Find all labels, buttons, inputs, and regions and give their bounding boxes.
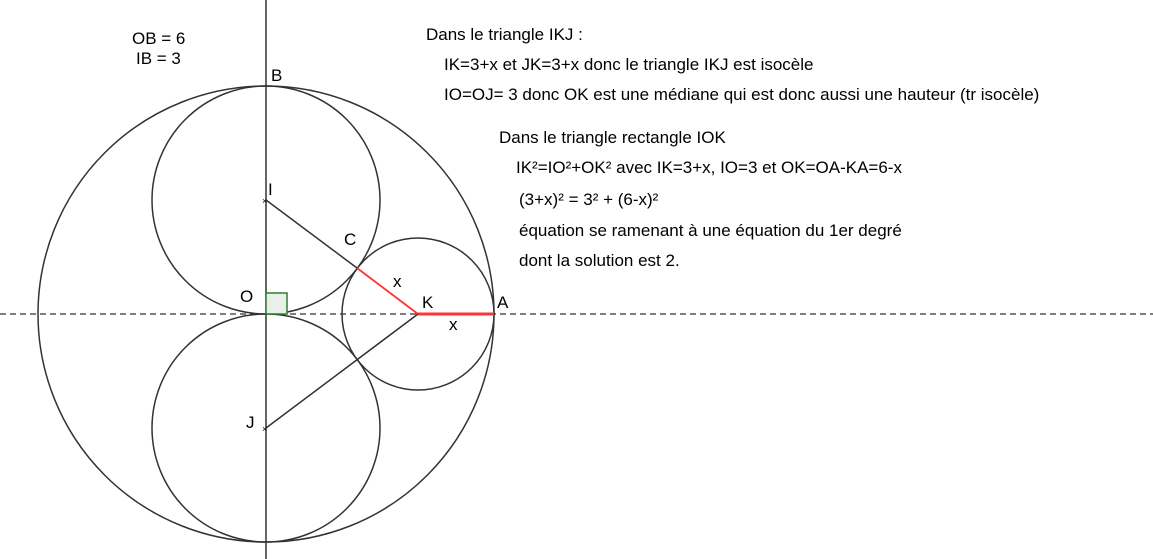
point-label-i: I: [268, 180, 273, 199]
point-label-b: B: [271, 66, 283, 85]
block1-line2: IO=OJ= 3 donc OK est une médiane qui est donc aussi une hauteur (tr isocèle): [444, 85, 1040, 104]
marker-j: ×: [262, 424, 268, 434]
point-label-a: A: [497, 293, 509, 312]
point-label-j: J: [246, 413, 255, 432]
segment-label-x-ka: x: [449, 315, 458, 334]
marker-i: ×: [262, 196, 268, 206]
given-ob: OB = 6: [132, 29, 186, 48]
block1-line1: IK=3+x et JK=3+x donc le triangle IKJ est isocèle: [444, 55, 814, 74]
block2-line1: IK²=IO²+OK² avec IK=3+x, IO=3 et OK=OA-KA=6-x: [516, 158, 902, 177]
given-ib: IB = 3: [136, 49, 181, 68]
point-label-o: O: [240, 287, 254, 306]
block2-line4: dont la solution est 2.: [519, 251, 680, 270]
block2-line2: (3+x)² = 3² + (6-x)²: [519, 190, 659, 209]
point-label-k: K: [422, 293, 434, 312]
point-label-c: C: [344, 230, 357, 249]
segment-label-x-kc: x: [393, 272, 402, 291]
block2-title: Dans le triangle rectangle IOK: [499, 128, 726, 147]
segment-ck: [357, 268, 418, 314]
right-angle-marker: [266, 293, 287, 314]
block2-line3: équation se ramenant à une équation du 1er degré: [519, 221, 902, 240]
block1-title: Dans le triangle IKJ :: [426, 25, 583, 44]
segment-jk: [266, 314, 418, 428]
